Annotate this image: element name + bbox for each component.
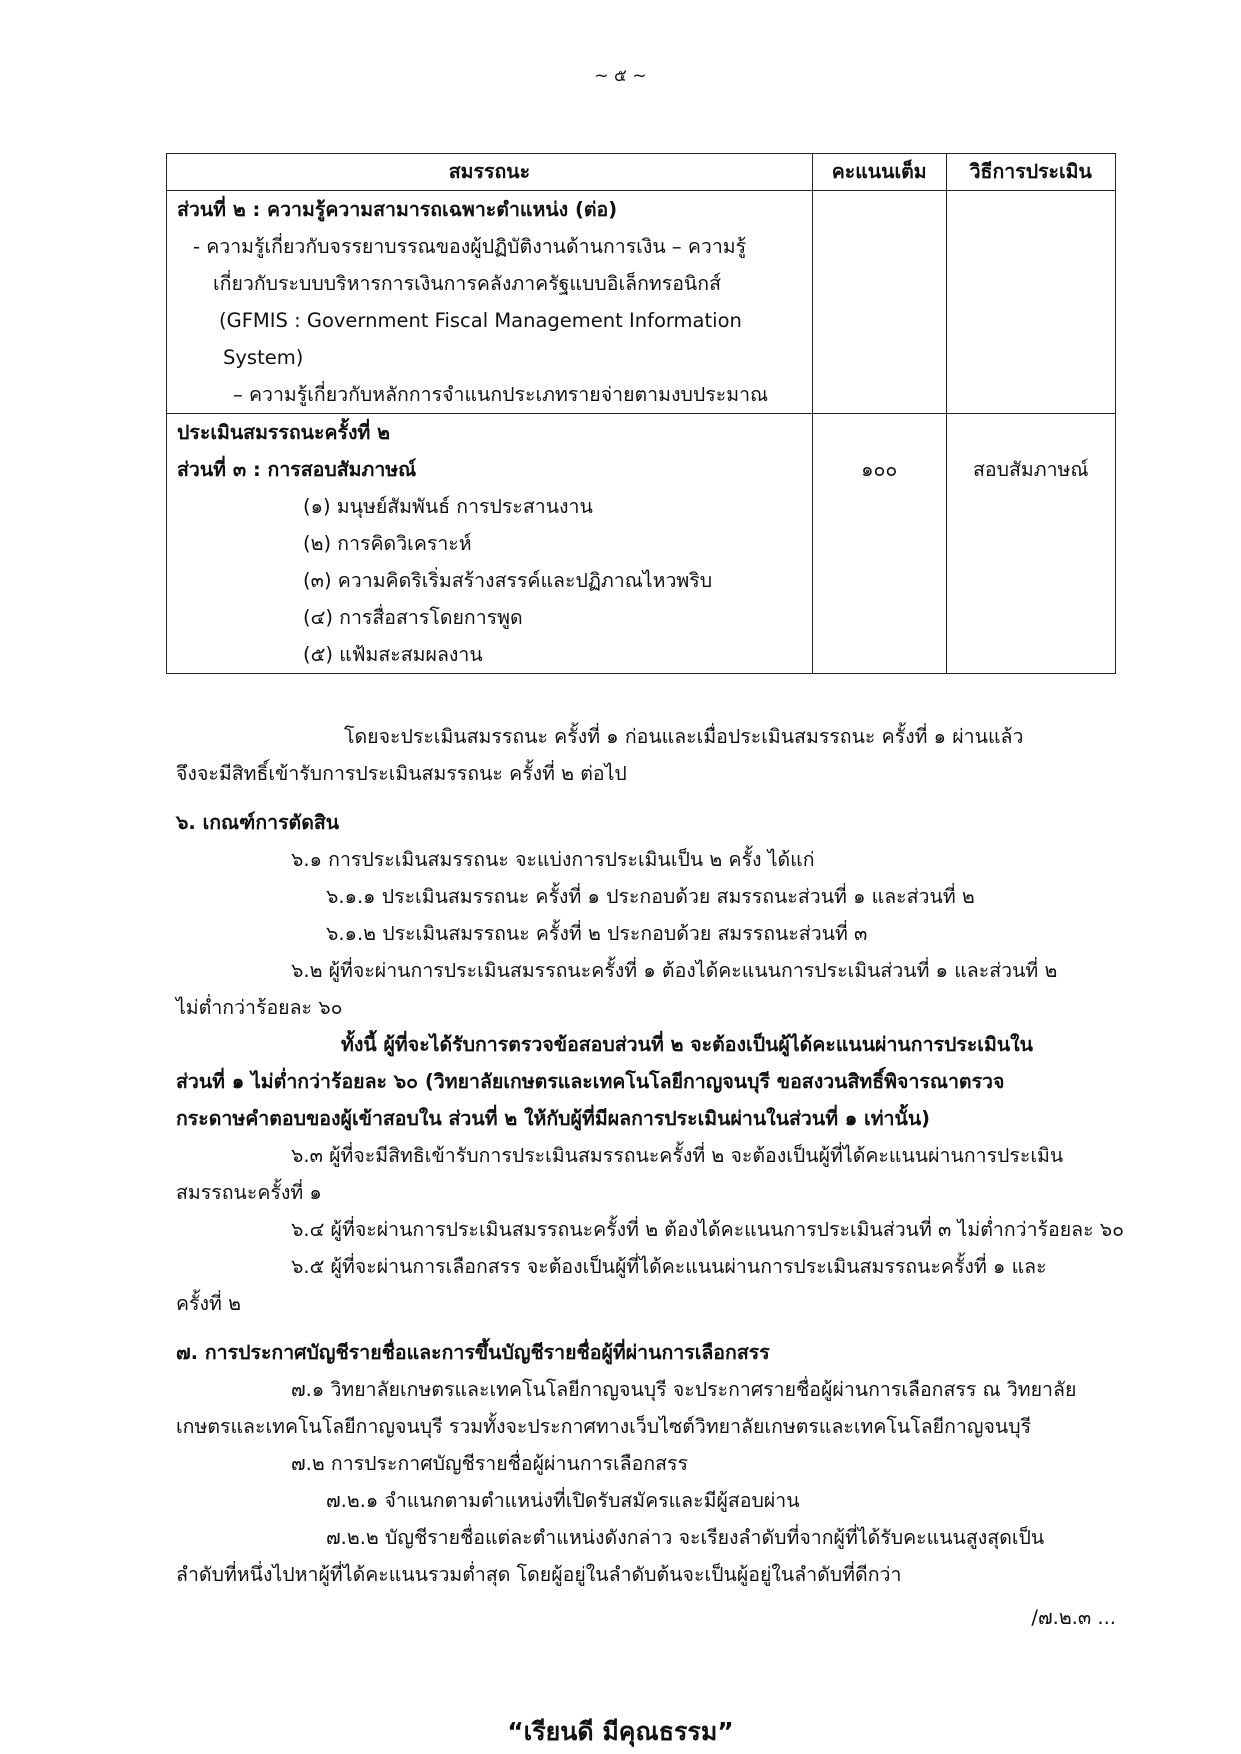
text-line: ไม่ต่ำกว่าร้อยละ ๖๐: [176, 996, 343, 1019]
row1-title: ส่วนที่ ๒ : ความรู้ความสามารถเฉพาะตำแหน่ง (ต่อ): [177, 198, 618, 221]
text-line: ๗.๒.๒ บัญชีรายชื่อแต่ละตำแหน่งดังกล่าว จะเรียงลำดับที่จากผู้ที่ได้รับคะแนนสูงสุดเป็น: [326, 1526, 1045, 1549]
text-line: ๖.๑ การประเมินสมรรถนะ จะแบ่งการประเมินเป็น ๒ ครั้ง ได้แก่: [291, 848, 815, 871]
note-line: กระดาษคำตอบของผู้เข้าสอบใน ส่วนที่ ๒ ให้กับผู้ที่มีผลการประเมินผ่านในส่วนที่ ๑ เท่านั้น): [176, 1107, 931, 1130]
row1-line: System): [223, 346, 304, 369]
motto: “เรียนดี มีคุณธรรม”: [507, 1717, 734, 1746]
row1-line: เกี่ยวกับระบบบริหารการเงินการคลังภาครัฐแบบอิเล็กทรอนิกส์: [213, 272, 721, 295]
row1-competency: [167, 191, 813, 414]
text-line: ๖.๕ ผู้ที่จะผ่านการเลือกสรร จะต้องเป็นผู้ที่ได้คะแนนผ่านการประเมินสมรรถนะครั้งที่ ๑ และ: [291, 1255, 1047, 1278]
text-line: ๖.๑.๑ ประเมินสมรรถนะ ครั้งที่ ๑ ประกอบด้วย สมรรถนะส่วนที่ ๑ และส่วนที่ ๒: [326, 885, 975, 908]
section-6-heading: ๖. เกณฑ์การตัดสิน: [176, 811, 340, 834]
text-line: สมรรถนะครั้งที่ ๑: [176, 1181, 322, 1204]
continuation-marker: /๗.๒.๓ ...: [1031, 1606, 1116, 1629]
row2-item: (๔) การสื่อสารโดยการพูด: [303, 606, 523, 629]
header-full-score: คะแนนเต็ม: [812, 154, 946, 191]
text-line: ๗.๒.๑ จำแนกตามตำแหน่งที่เปิดรับสมัครและมีผู้สอบผ่าน: [326, 1489, 800, 1512]
text-line: ๗.๒ การประกาศบัญชีรายชื่อผู้ผ่านการเลือกสรร: [291, 1452, 688, 1475]
header-competency: สมรรถนะ: [167, 154, 813, 191]
row2-competency: [167, 414, 813, 674]
text-line: ๖.๓ ผู้ที่จะมีสิทธิเข้ารับการประเมินสมรรถนะครั้งที่ ๒ จะต้องเป็นผู้ที่ได้คะแนนผ่านการประเมิน: [291, 1144, 1064, 1167]
competency-table: [166, 153, 1116, 674]
row1-score: [812, 191, 946, 414]
row2-method-cell: [946, 414, 1116, 674]
row1-line: (GFMIS : Government Fiscal Management Information: [219, 309, 742, 332]
table-header-row: [167, 154, 1116, 191]
note-line: ส่วนที่ ๑ ไม่ต่ำกว่าร้อยละ ๖๐ (วิทยาลัยเกษตรและเทคโนโลยีกาญจนบุรี ขอสงวนสิทธิ์พิจารณาตรวจ: [176, 1070, 1005, 1093]
section-7-heading: ๗. การประกาศบัญชีรายชื่อและการขึ้นบัญชีรายชื่อผู้ที่ผ่านการเลือกสรร: [176, 1341, 770, 1364]
text-line: ครั้งที่ ๒: [176, 1292, 241, 1315]
text-line: ๖.๒ ผู้ที่จะผ่านการประเมินสมรรถนะครั้งที่ ๑ ต้องได้คะแนนการประเมินส่วนที่ ๑ และส่วนที่ ๒: [291, 959, 1058, 982]
row2-subtitle: ส่วนที่ ๓ : การสอบสัมภาษณ์: [177, 458, 417, 481]
row2-method: สอบสัมภาษณ์: [973, 458, 1089, 481]
text-line: จึงจะมีสิทธิ์เข้ารับการประเมินสมรรถนะ ครั้งที่ ๒ ต่อไป: [176, 762, 627, 785]
text-line: ๖.๔ ผู้ที่จะผ่านการประเมินสมรรถนะครั้งที่ ๒ ต้องได้คะแนนการประเมินส่วนที่ ๓ ไม่ต่ำกว่าร้อยละ ๖๐: [291, 1218, 1125, 1241]
page-number: ~ ๕ ~: [594, 66, 647, 86]
row2-score-cell: [812, 414, 946, 674]
row1-line: – ความรู้เกี่ยวกับหลักการจำแนกประเภทรายจ่ายตามงบประมาณ: [233, 383, 769, 406]
row2-item: (๕) แฟ้มสะสมผลงาน: [303, 643, 483, 666]
text-line: ๗.๑ วิทยาลัยเกษตรและเทคโนโลยีกาญจนบุรี จะประกาศรายชื่อผู้ผ่านการเลือกสรร ณ วิทยาลัย: [291, 1378, 1077, 1401]
text-line: โดยจะประเมินสมรรถนะ ครั้งที่ ๑ ก่อนและเมื่อประเมินสมรรถนะ ครั้งที่ ๑ ผ่านแล้ว: [344, 725, 1024, 748]
row2-item: (๓) ความคิดริเริ่มสร้างสรรค์และปฏิภาณไหวพริบ: [303, 569, 713, 592]
section-7: [176, 1334, 1116, 1636]
text-line: ลำดับที่หนึ่งไปหาผู้ที่ได้คะแนนรวมต่ำสุด โดยผู้อยู่ในลำดับต้นจะเป็นผู้อยู่ในลำดับที่ดีกว่า: [176, 1563, 902, 1586]
header-method: วิธีการประเมิน: [946, 154, 1116, 191]
table-row: [167, 414, 1116, 674]
text-line: ๖.๑.๒ ประเมินสมรรถนะ ครั้งที่ ๒ ประกอบด้วย สมรรถนะส่วนที่ ๓: [326, 922, 868, 945]
row1-line: - ความรู้เกี่ยวกับจรรยาบรรณของผู้ปฏิบัติงานด้านการเงิน – ความรู้: [193, 235, 747, 258]
intro-paragraph: [176, 718, 1116, 792]
table-row: [167, 191, 1116, 414]
row2-score: ๑๐๐: [861, 458, 898, 481]
row2-item: (๑) มนุษย์สัมพันธ์ การประสานงาน: [303, 495, 593, 518]
row2-title: ประเมินสมรรถนะครั้งที่ ๒: [177, 421, 391, 444]
note-line: ทั้งนี้ ผู้ที่จะได้รับการตรวจข้อสอบส่วนที่ ๒ จะต้องเป็นผู้ได้คะแนนผ่านการประเมินใน: [341, 1033, 1034, 1056]
row1-method: [946, 191, 1116, 414]
row2-item: (๒) การคิดวิเคราะห์: [303, 532, 472, 555]
text-line: เกษตรและเทคโนโลยีกาญจนบุรี รวมทั้งจะประกาศทางเว็บไซต์วิทยาลัยเกษตรและเทคโนโลยีกาญจนบุรี: [176, 1415, 1032, 1438]
section-6: [176, 804, 1125, 1322]
